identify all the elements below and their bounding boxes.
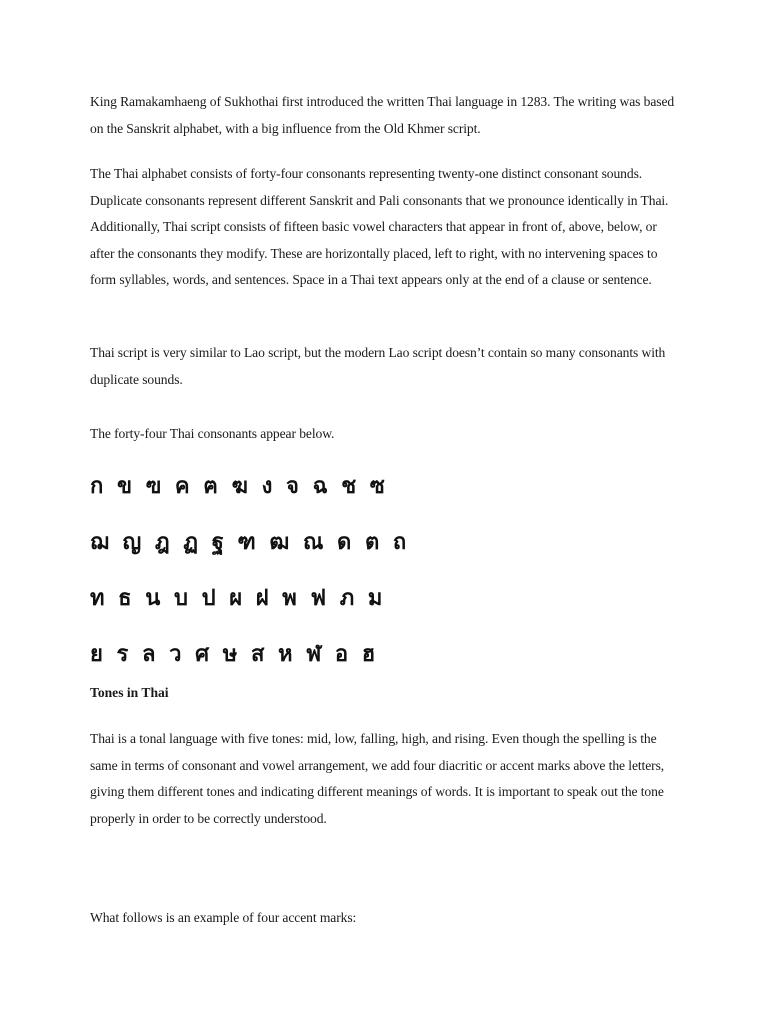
lao-paragraph: Thai script is very similar to Lao script, but the modern Lao script doesn’t contain so many consonants with duplicate sounds. <box>90 345 666 387</box>
consonants-intro-paragraph: The forty-four Thai consonants appear below. <box>90 426 335 441</box>
consonant-row-1: ก ข ฃ ค ฅ ฆ ง จ ฉ ช ซ <box>90 474 388 499</box>
consonant-row-3: ท ธ น บ ป ผ ฝ พ ฟ ภ ม <box>90 586 386 611</box>
alphabet-paragraph: The Thai alphabet consists of forty-four consonants representing twenty-one distinct consonant sounds. Duplicate consonants represent different Sanskrit and Pali consonants that we pronounce identically in Thai. Additionally, Thai script consists of fifteen basic vowel characters that appear in front of, above, below, or after the consonants they modify. These are horizontally placed, left to right, with no intervening spaces to form syllables, words, and sentences. Space in a Thai text appears only at the end of a clause or sentence. <box>90 166 669 288</box>
tones-heading: Tones in Thai <box>90 685 169 700</box>
consonant-row-4: ย ร ล ว ศ ษ ส ห ฬ อ ฮ <box>90 642 379 667</box>
tones-paragraph: Thai is a tonal language with five tones: mid, low, falling, high, and rising. Even though the spelling is the same in terms of consonant and vowel arrangement, we add four diacritic or accent marks above the letters, giving them different tones and indicating different meanings of words. It is important to speak out the tone properly in order to be correctly understood. <box>90 731 665 826</box>
consonant-row-2: ฌ ญ ฎ ฏ ฐ ฑ ฒ ณ ด ต ถ <box>90 530 410 555</box>
accent-intro-paragraph: What follows is an example of four accent marks: <box>90 910 357 925</box>
intro-paragraph: King Ramakamhaeng of Sukhothai first introduced the written Thai language in 1283. The writing was based on the Sanskrit alphabet, with a big influence from the Old Khmer script. <box>90 94 675 136</box>
